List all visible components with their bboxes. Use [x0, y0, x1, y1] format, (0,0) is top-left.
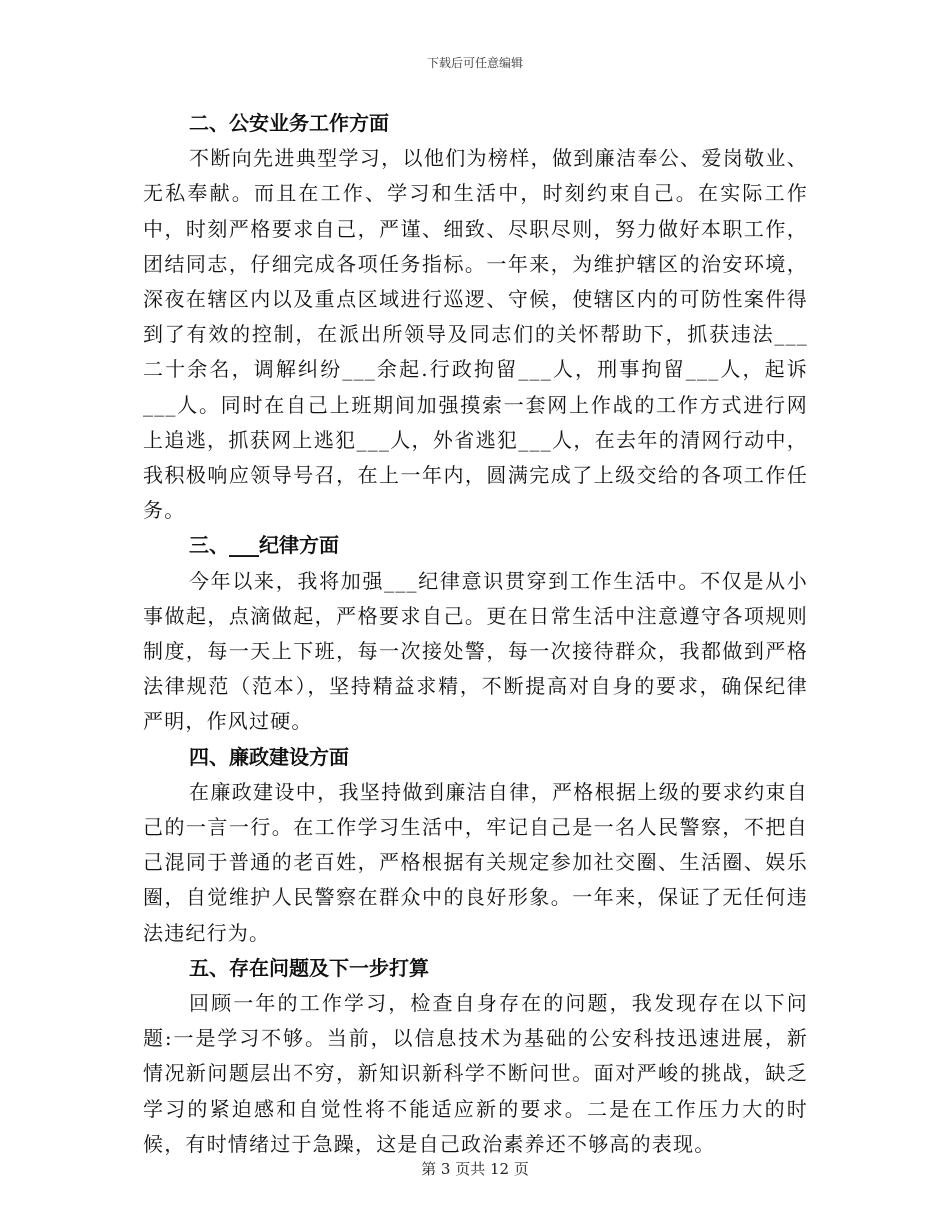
section-heading: 四、廉政建设方面: [189, 744, 349, 769]
section-discipline: [143, 528, 808, 739]
section-police-work: [143, 106, 808, 528]
section-problems-plans: [143, 951, 808, 1162]
section-heading: 五、存在问题及下一步打算: [189, 955, 429, 980]
section-heading: 三、___纪律方面: [189, 533, 339, 558]
section-paragraph: 回顾一年的工作学习，检查自身存在的问题，我发现存在以下问题:一是学习不够。当前，以信息技术为基础的公安科技迅速进展，新情况新问题层出不穷，新知识新科学不断问世。面对严峻的挑战，缺乏学习的紧迫感和自觉性将不能适应新的要求。二是在工作压力大的时候，有时情绪过于急躁，这是自己政治素养还不够高的表现。: [143, 991, 808, 1156]
section-heading: 二、公安业务工作方面: [189, 111, 389, 135]
page-number: 第 3 页共 12 页: [421, 1160, 529, 1178]
section-paragraph: 今年以来，我将加强___纪律意识贯穿到工作生活中。不仅是从小事做起，点滴做起，严格要求自己。更在日常生活中注意遵守各项规则制度，每一天上下班，每一次接处警，每一次接待群众，我都做到严格法律规范（范本），坚持精益求精，不断提高对自身的要求，确保纪律严明，作风过硬。: [143, 568, 808, 734]
document-body: [143, 106, 808, 1162]
section-paragraph: 不断向先进典型学习，以他们为榜样，做到廉洁奉公、爱岗敬业、无私奉献。而且在工作、学习和生活中，时刻约束自己。在实际工作中，时刻严格要求自己，严谨、细致、尽职尽则，努力做好本职工作，团结同志，仔细完成各项任务指标。一年来，为维护辖区的治安环境，深夜在辖区内以及重点区域进行巡逻、守候，使辖区内的可防性案件得到了有效的控制，在派出所领导及同志们的关怀帮助下，抓获违法___二十余名，调解纠纷___余起.行政拘留___人，刑事拘留___人，起诉___人。同时在自己上班期间加强摸索一套网上作战的工作方式进行网上追逃，抓获网上逃犯___人，外省逃犯___人，在去年的清网行动中，我积极响应领导号召，在上一年内，圆满完成了上级交给的各项工作任务。: [143, 146, 808, 523]
section-integrity: [143, 740, 808, 951]
section-paragraph: 在廉政建设中，我坚持做到廉洁自律，严格根据上级的要求约束自己的一言一行。在工作学习生活中，牢记自己是一名人民警察，不把自己混同于普通的老百姓，严格根据有关规定参加社交圈、生活圈、娱乐圈，自觉维护人民警察在群众中的良好形象。一年来，保证了无任何违法违纪行为。: [143, 779, 808, 945]
page-header: 下载后可任意编辑: [426, 56, 523, 70]
